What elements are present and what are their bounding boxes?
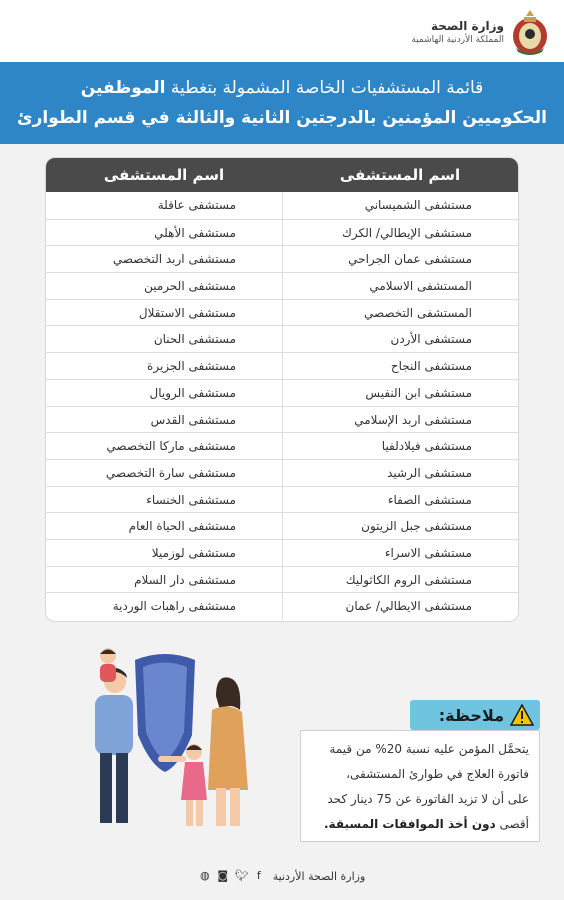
hospital-name-cell: مستشفى الاسراء (282, 540, 518, 566)
ministry-logo (411, 8, 550, 56)
hospital-name-cell: مستشفى عمان الجراحي (282, 246, 518, 272)
note-line-4-text: أقصى (495, 817, 529, 831)
hospital-name-cell: مستشفى الصفاء (282, 487, 518, 513)
table-row (46, 512, 518, 539)
table-row (46, 219, 518, 246)
table-row (46, 352, 518, 379)
instagram-icon[interactable]: ◙ (217, 869, 229, 882)
hospital-name-cell: مستشفى القدس (150, 412, 236, 427)
footer-text: وزارة الصحة الأردنية (272, 869, 366, 883)
warning-icon (510, 704, 534, 726)
note-line-3: على أن لا تزيد الفاتورة عن 75 دينار كحد (327, 792, 529, 806)
hospital-name-cell: مستشفى الإيطالي/ الكرك (282, 220, 518, 246)
note-line-1: يتحمَّل المؤمن عليه نسبة 20% من قيمة (329, 742, 529, 756)
facebook-icon[interactable]: f (256, 869, 261, 882)
table-row (46, 406, 518, 433)
title-line-2-text: الحكوميين المؤمنين بالدرجتين الثانية والثالثة في قسم الطوارئ (17, 108, 547, 128)
hospital-name-cell: مستشفى الحياة العام (128, 519, 236, 534)
hospital-name-cell: مستشفى ابن النفيس (282, 380, 518, 406)
hospital-name-cell: مستشفى راهبات الوردية (112, 599, 236, 614)
ministry-name: وزارة الصحة (430, 19, 504, 33)
hospital-name-cell: المستشفى الاسلامي (282, 273, 518, 299)
hospital-name-cell: مستشفى عاقلة (157, 198, 236, 212)
hospital-name-cell: مستشفى الأردن (282, 326, 518, 352)
table-row (46, 272, 518, 299)
column-header-2: اسم المستشفى (103, 166, 225, 184)
hospital-name-cell: مستشفى الروم الكاثوليك (282, 567, 518, 593)
table-row (46, 299, 518, 326)
hospital-name-cell: مستشفى الجزيرة (147, 359, 236, 374)
table-row (46, 192, 518, 219)
twitter-icon[interactable]: 🐦︎ (234, 869, 249, 882)
hospital-name-cell: المستشفى التخصصي (282, 300, 518, 326)
table-row (46, 539, 518, 566)
hospital-name-cell: مستشفى اربد التخصصي (112, 252, 236, 267)
table-row (46, 566, 518, 593)
page-title (0, 62, 564, 144)
table-row (46, 245, 518, 272)
note-title: ملاحظة: (438, 705, 504, 725)
table-row (46, 325, 518, 352)
note-line-4 (311, 812, 529, 837)
hospital-name-cell: مستشفى الخنساء (146, 492, 236, 507)
column-header-1: اسم المستشفى (339, 166, 461, 184)
footer (0, 862, 564, 890)
hospital-name-cell: مستشفى الاستقلال (138, 305, 236, 320)
table-row (46, 592, 518, 619)
social-icons (199, 870, 265, 882)
title-line-1-text: قائمة المستشفيات الخاصة المشمولة بتغطية (165, 78, 484, 98)
hospital-name-cell: مستشفى الايطالي/ عمان (282, 593, 518, 619)
table-row (46, 379, 518, 406)
table-body (46, 192, 518, 619)
hospital-name-cell: مستشفى الحنان (153, 332, 236, 347)
emblem-icon (510, 8, 550, 56)
note-box (300, 730, 540, 842)
hospitals-table (45, 157, 519, 622)
hospital-name-cell: مستشفى جبل الزيتون (282, 513, 518, 539)
hospital-name-cell: مستشفى الرويال (149, 385, 236, 400)
table-header (46, 158, 518, 192)
hospital-name-cell: مستشفى اربد الإسلامي (282, 407, 518, 433)
table-row (46, 459, 518, 486)
top-bar (0, 0, 564, 62)
title-line-2 (0, 103, 564, 133)
title-line-1 (0, 73, 564, 103)
note-line-4-bold: دون أخذ الموافقات المسبقة. (324, 817, 496, 831)
globe-icon[interactable]: ◍ (199, 869, 210, 882)
hospital-name-cell: مستشفى الرشيد (282, 460, 518, 486)
hospital-name-cell: مستشفى الشميساني (282, 192, 518, 219)
table-row (46, 432, 518, 459)
title-line-1-bold: الموظفين (80, 78, 166, 98)
kingdom-name: المملكة الأردنية الهاشمية (411, 35, 504, 45)
note-label (410, 700, 540, 730)
hospital-name-cell: مستشفى لوزميلا (151, 545, 236, 560)
hospital-name-cell: مستشفى الحرمين (144, 279, 236, 294)
hospital-name-cell: مستشفى فيلادلفيا (282, 433, 518, 459)
table-row (46, 486, 518, 513)
hospital-name-cell: مستشفى سارة التخصصي (105, 465, 236, 480)
hospital-name-cell: مستشفى الأهلي (154, 225, 236, 240)
hospital-name-cell: مستشفى ماركا التخصصي (106, 439, 236, 454)
family-shield-illustration (70, 640, 270, 840)
hospital-name-cell: مستشفى دار السلام (134, 572, 236, 587)
hospital-name-cell: مستشفى النجاح (282, 353, 518, 379)
note-line-2: فاتورة العلاج في طوارئ المستشفى، (346, 767, 529, 781)
